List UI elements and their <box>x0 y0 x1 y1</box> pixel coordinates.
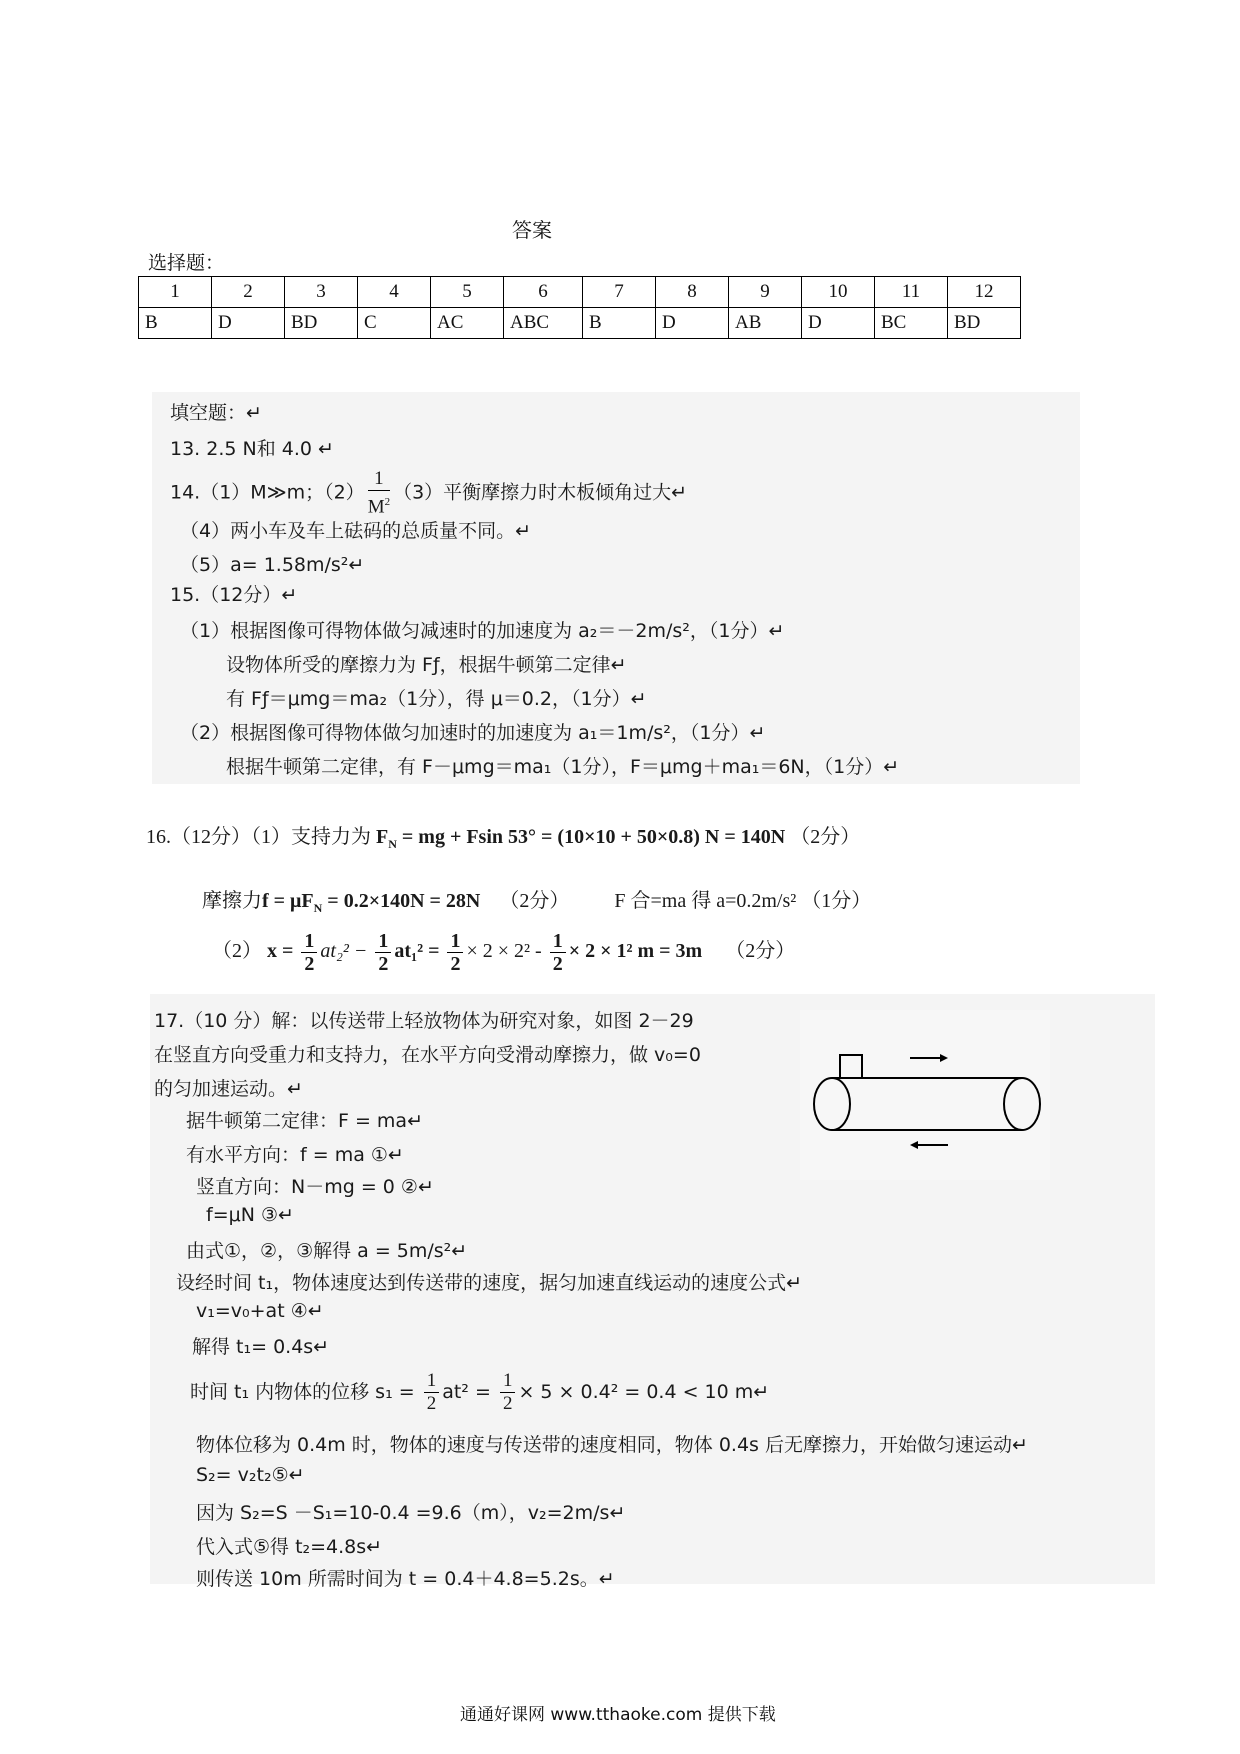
term-at1: at₁² = <box>394 940 440 963</box>
answer-17-line13: 物体位移为 0.4m 时，物体的速度与传送带的速度相同，物体 0.4s 后无摩擦力，开始做匀速运动↵ <box>196 1434 1028 1456</box>
force-symbol: F <box>376 826 389 848</box>
answer-17-line4: 据牛顿第二定律：F = ma↵ <box>186 1110 423 1132</box>
answer-16-line2 <box>202 884 871 916</box>
conveyor-belt-diagram <box>800 1010 1050 1180</box>
fraction-numerator: 1 <box>375 930 391 953</box>
displacement-symbol: x = <box>267 940 294 963</box>
fraction-denominator: 2 <box>304 953 315 975</box>
question-number: 9 <box>729 277 802 308</box>
answer-cell: BD <box>285 308 358 339</box>
answer-17-line8: 由式①，②，③解得 a = 5m/s²↵ <box>186 1240 468 1262</box>
answer-13: 13. 2.5 N和 4.0 ↵ <box>170 438 334 460</box>
answer-17-line10: v₁=v₀+at ④↵ <box>196 1300 324 1322</box>
answer-15-line5: 根据牛顿第二定律，有 F－μmg＝ma₁（1分），F＝μmg＋ma₁＝6N，（1分）↵ <box>226 756 900 778</box>
fraction-numerator: 1 <box>368 468 390 491</box>
answer-cell: D <box>802 308 875 339</box>
answer-15-line2: 设物体所受的摩擦力为 Fƒ，根据牛顿第二定律↵ <box>226 654 627 676</box>
answer-cell: C <box>358 308 431 339</box>
answer-cell: D <box>656 308 729 339</box>
answer-17-line12 <box>190 1370 769 1415</box>
fraction-denominator: 2 <box>502 1393 513 1414</box>
fraction-half <box>375 930 391 975</box>
force-subscript: N <box>388 837 397 851</box>
answer-16-line1 <box>146 820 860 852</box>
fraction-denominator: 2 <box>378 953 389 975</box>
question-number: 6 <box>504 277 583 308</box>
question-number: 11 <box>875 277 948 308</box>
term-at2: at₂² − <box>320 940 368 963</box>
displacement-label: 时间 t₁ 内物体的位移 s₁ = <box>190 1381 415 1403</box>
page-title: 答案 <box>512 218 552 242</box>
answer-14-part3: （3）平衡摩擦力时木板倾角过大↵ <box>393 481 688 504</box>
fill-section-label: 填空题：↵ <box>170 402 262 424</box>
answer-cell: B <box>583 308 656 339</box>
footer-credit: 通通好课网 www.tthaoke.com 提供下载 <box>460 1705 776 1725</box>
answer-14-part1: 14.（1）M≫m；（2） <box>170 481 365 504</box>
fraction-numerator: 1 <box>447 930 463 953</box>
answer-table <box>138 276 1021 339</box>
displacement-value: × 5 × 0.4² = 0.4 < 10 m↵ <box>518 1381 770 1403</box>
fraction-denominator-text: M <box>367 496 385 518</box>
normal-force-equation: = mg + Fsin 53° = (10×10 + 50×0.8) N = 140N <box>396 826 786 848</box>
answer-17-line9: 设经时间 t₁，物体速度达到传送带的速度，据匀加速直线运动的速度公式↵ <box>176 1272 803 1294</box>
answer-17-line14: S₂= v₂t₂⑤↵ <box>196 1464 305 1486</box>
answer-table-answer-row <box>139 308 1021 339</box>
answer-17-line5: 有水平方向：f = ma ①↵ <box>186 1144 404 1166</box>
answer-14 <box>170 468 687 518</box>
part-label: （2） <box>212 940 262 963</box>
answer-15-line4: （2）根据图像可得物体做匀加速时的加速度为 a₁＝1m/s²，（1分）↵ <box>180 722 766 744</box>
fraction-half <box>424 1370 440 1415</box>
answer-cell: B <box>139 308 212 339</box>
answer-14-4: （4）两小车及车上砝码的总质量不同。↵ <box>180 520 532 542</box>
answer-cell: AB <box>729 308 802 339</box>
answer-17-line1: 17.（10 分）解：以传送带上轻放物体为研究对象，如图 2－29 <box>154 1010 694 1032</box>
answer-17-line7: f=μN ③↵ <box>206 1204 294 1226</box>
fraction-denominator: 2 <box>426 1393 437 1414</box>
answer-17-line16: 代入式⑤得 t₂=4.8s↵ <box>196 1536 383 1558</box>
answer-16-label: 16.（12分）（1）支持力为 <box>146 826 371 848</box>
question-number: 1 <box>139 277 212 308</box>
answer-table-header-row <box>139 277 1021 308</box>
acceleration-result: F 合=ma 得 a=0.2m/s² （1分） <box>614 890 872 912</box>
answer-cell: ABC <box>504 308 583 339</box>
answer-cell: BD <box>948 308 1021 339</box>
friction-equation: = 0.2×140N = 28N <box>322 890 481 912</box>
answer-14-5: （5）a= 1.58m/s²↵ <box>180 554 365 576</box>
fraction-half <box>301 930 317 975</box>
answer-17-line6: 竖直方向：N－mg = 0 ②↵ <box>196 1176 434 1198</box>
points: （2分） <box>725 940 796 963</box>
fraction-half <box>447 930 463 975</box>
friction-symbol: f = μF <box>262 890 314 912</box>
question-number: 2 <box>212 277 285 308</box>
fraction-denominator: 2 <box>552 953 563 975</box>
fraction-one-over-m2 <box>368 468 390 518</box>
question-number: 3 <box>285 277 358 308</box>
term-value2: × 2 × 1² m = 3m <box>568 940 703 963</box>
fraction-half <box>550 930 566 975</box>
fraction-numerator: 1 <box>424 1370 440 1393</box>
fraction-denominator: 2 <box>450 953 461 975</box>
answer-15-header: 15.（12分）↵ <box>170 584 298 606</box>
fraction-denominator: $M^2$ <box>367 496 391 518</box>
answer-17-line2: 在竖直方向受重力和支持力，在水平方向受滑动摩擦力，做 v₀=0 <box>154 1044 701 1066</box>
fraction-half <box>500 1370 516 1415</box>
answer-cell: D <box>212 308 285 339</box>
question-number: 5 <box>431 277 504 308</box>
answer-cell: BC <box>875 308 948 339</box>
answer-16-line3 <box>212 930 795 975</box>
answer-15-line1: （1）根据图像可得物体做匀减速时的加速度为 a₂＝－2m/s²，（1分）↵ <box>180 620 785 642</box>
answer-cell: AC <box>431 308 504 339</box>
diagram-background <box>800 1010 1050 1180</box>
points: （2分） <box>790 826 861 848</box>
friction-label: 摩擦力 <box>202 890 262 912</box>
question-number: 4 <box>358 277 431 308</box>
question-number: 12 <box>948 277 1021 308</box>
friction-subscript: N <box>313 901 323 915</box>
question-number: 10 <box>802 277 875 308</box>
term-value1: × 2 × 2² - <box>466 940 542 963</box>
answer-17-line15: 因为 S₂=S －S₁=10-0.4 =9.6（m），v₂=2m/s↵ <box>196 1502 626 1524</box>
fraction-numerator: 1 <box>500 1370 516 1393</box>
points: （2分） <box>499 890 570 912</box>
answer-17-line11: 解得 t₁= 0.4s↵ <box>192 1336 330 1358</box>
mc-section-label: 选择题： <box>148 252 225 274</box>
question-number: 7 <box>583 277 656 308</box>
fraction-numerator: 1 <box>301 930 317 953</box>
answer-17-line3: 的匀加速运动。↵ <box>154 1078 303 1100</box>
answer-15-line3: 有 Fƒ＝μmg＝ma₂（1分），得 μ＝0.2，（1分）↵ <box>226 688 647 710</box>
term-at2: at² = <box>442 1381 491 1403</box>
question-number: 8 <box>656 277 729 308</box>
answer-17-line17: 则传送 10m 所需时间为 t = 0.4＋4.8=5.2s。↵ <box>196 1568 615 1590</box>
fraction-numerator: 1 <box>550 930 566 953</box>
